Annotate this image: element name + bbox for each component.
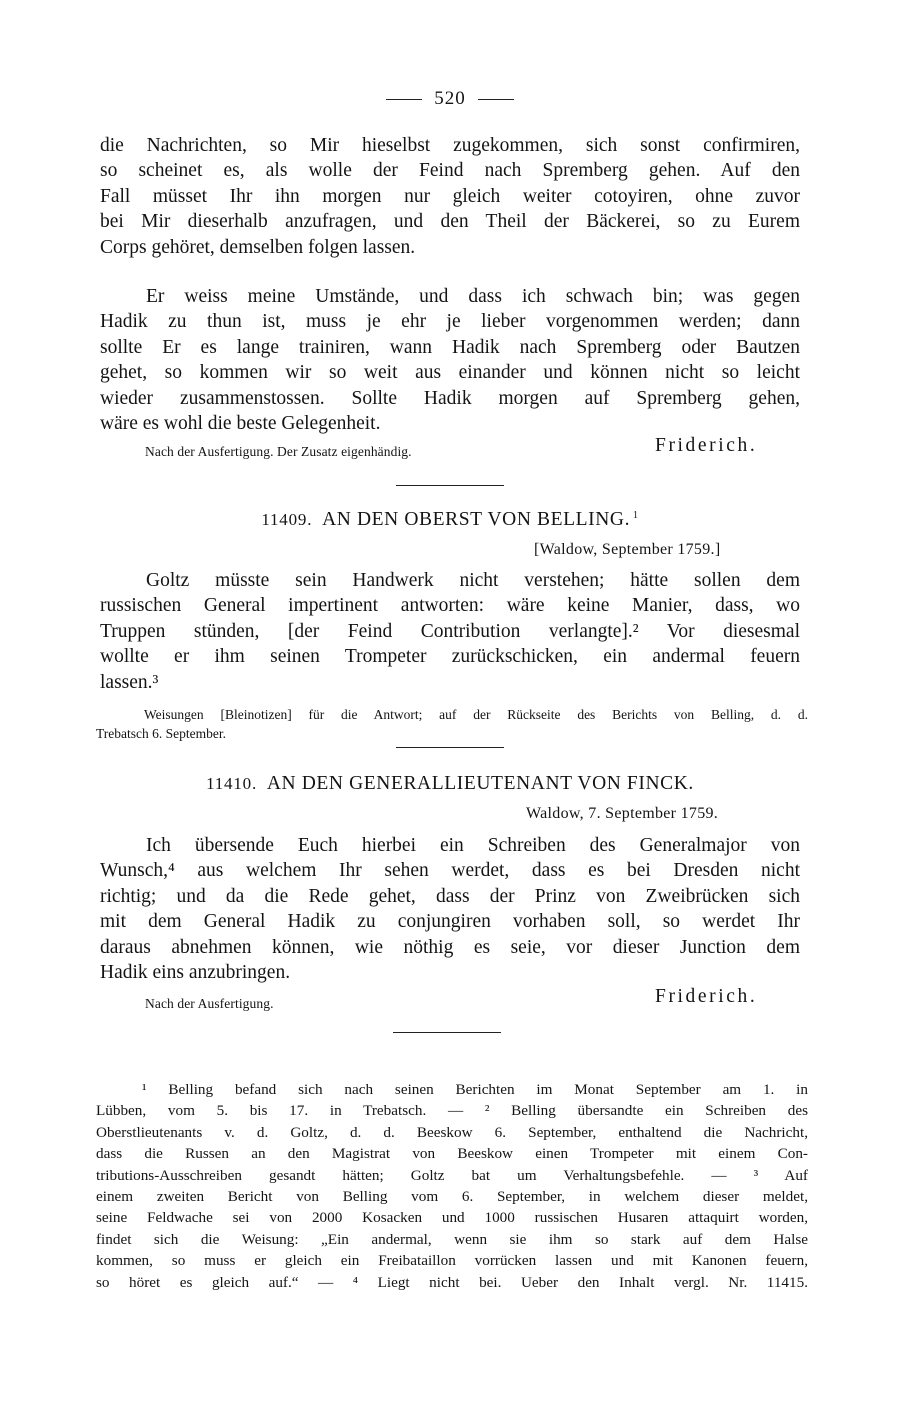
text-line: sollte Er es lange trainiren, wann Hadik nach Spremberg oder Bautzen [100,336,800,358]
text-line: die Nachrichten, so Mir hieselbst zugekommen, sich sonst confirmiren, [100,135,800,156]
text-line: Hadik zu thun ist, muss je ehr je lieber vorgenommen werden; dann [100,311,800,333]
page-number-dash-right [478,99,514,100]
text-line: Hadik eins anzubringen. [100,962,291,984]
text-line: russischen General impertinent antworten: wäre keine Manier, dass, wo [100,595,800,617]
source-note: Nach der Ausfertigung. [145,996,274,1011]
page-number-text: 520 [434,88,466,109]
text-line: wollte er ihm seinen Trompeter zurückschicken, ein andermal feuern [100,646,800,668]
footnote-line: tributions-Ausschreiben gesandt hätten; Goltz bat um Verhaltungsbefehle. — ³ Auf [96,1166,808,1184]
footnotes [96,1079,808,1293]
postscript-paragraph [100,284,800,436]
text-line: Er weiss meine Umstände, und dass ich schwach bin; was gegen [146,286,800,307]
text-line: mit dem General Hadik zu conjungiren vorhaben soll, so werdet Ihr [100,911,800,933]
footnote-line: einem zweiten Bericht von Belling vom 6. September, in welchem dieser meldet, [96,1188,808,1206]
text-line: daraus abnehmen können, wie nöthig es seie, vor dieser Junction dem [100,936,800,958]
intro-paragraph [100,133,800,260]
note-line: Weisungen [Bleinotizen] für die Antwort; auf der Rückseite des Berichts von Belling, d. d. [144,707,808,722]
letter-body-11409 [100,568,800,695]
footnote-line: Oberstlieutenants v. d. Goltz, d. d. Beeskow 6. September, enthaltend die Nachricht, [96,1123,808,1141]
text-line: so scheinet es, als wolle der Feind nach Spremberg gehen. Auf den [100,160,800,182]
letter-dateline [526,805,718,823]
text-line: gehet, so kommen wir so weit aus einander und können nicht so leicht [100,362,800,384]
footnote-line: Lübben, vom 5. bis 17. in Trebatsch. — ² Belling übersandte ein Schreiben des [96,1102,808,1120]
section-divider [393,1032,501,1033]
letter-heading-11410 [0,773,900,795]
dateline-text: Waldow, 7. September 1759. [526,805,719,822]
text-line: Fall müsset Ihr ihn morgen nur gleich weiter cotoyiren, ohne zuvor [100,185,800,207]
text-line: Wunsch,⁴ aus welchem Ihr sehen werdet, dass es bei Dresden nicht [100,860,800,882]
source-note: Nach der Ausfertigung. Der Zusatz eigenhändig. [145,444,412,459]
letter-number: 11410. [206,774,257,793]
text-line: lassen.³ [100,671,159,693]
text-line: Ich übersende Euch hierbei ein Schreiben des Generalmajor von [146,835,800,856]
source-note-11409 [96,705,808,743]
footnote-ref: 1 [633,509,639,521]
letter-title: AN DEN GENERALLIEUTENANT VON FINCK. [266,773,694,794]
note-line: Trebatsch 6. September. [96,726,226,741]
letter-body-11410 [100,833,800,985]
footnote-line: seine Feldwache sei von 2000 Kosacken und 1000 russischen Husaren attaquirt worden, [96,1209,808,1227]
page-number-dash-left [386,99,422,100]
signature: Friderich. [655,986,758,1007]
letter-dateline [534,541,720,559]
page-number [0,88,900,110]
footnote-line: ¹ Belling befand sich nach seinen Berichten im Monat September am 1. in [142,1081,808,1098]
letter-heading-11409 [0,509,900,531]
text-line: Truppen stünden, [der Feind Contribution verlangte].² Vor diesesmal [100,620,800,642]
text-line: Goltz müsste sein Handwerk nicht verstehen; hätte sollen dem [146,570,800,591]
text-line: richtig; und da die Rede gehet, dass der Prinz von Zweibrücken sich [100,885,800,907]
signature: Friderich. [655,435,758,456]
footnote-line: findet sich die Weisung: „Ein andermal, wenn sie ihm so stark auf dem Halse [96,1230,808,1248]
footnote-line: so höret es gleich auf.“ — ⁴ Liegt nicht bei. Ueber den Inhalt vergl. Nr. 11415. [96,1273,808,1291]
section-divider [396,747,504,748]
text-line: wäre es wohl die beste Gelegenheit. [100,413,381,435]
text-line: bei Mir dieserhalb anzufragen, und den Theil der Bäckerei, so zu Eurem [100,211,800,233]
text-line: Corps gehöret, demselben folgen lassen. [100,236,416,258]
text-line: wieder zusammenstossen. Sollte Hadik morgen auf Spremberg gehen, [100,387,800,409]
dateline-text: [Waldow, September 1759.] [534,541,721,558]
letter-title: AN DEN OBERST VON BELLING. [322,509,631,530]
section-divider [396,485,504,486]
letter-number: 11409. [261,510,313,529]
footnote-line: dass die Russen an den Magistrat von Beeskow einen Trompeter mit einem Con- [96,1145,808,1163]
footnote-line: kommen, so muss er gleich ein Freibataillon vorrücken lassen und mit Kanonen feuern, [96,1252,808,1270]
